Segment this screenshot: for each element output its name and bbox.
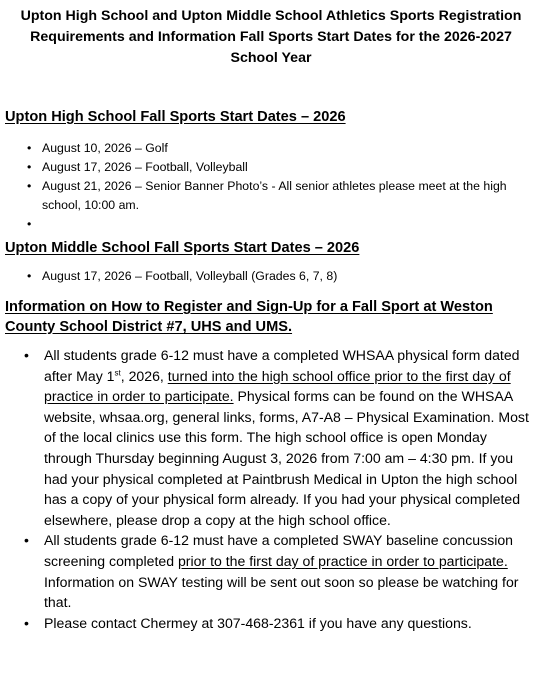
list-item: • August 21, 2026 – Senior Banner Photo’s - All senior athletes please meet at the high school, 10:00 am.	[27, 179, 507, 212]
ums-start-dates-list	[5, 267, 525, 286]
list-item: • August 17, 2026 – Football, Volleyball (Grades 6, 7, 8)	[5, 267, 525, 286]
list-item: • All students grade 6-12 must have a completed SWAY baseline concussion screening completed prior to the first day of practice in order to participate. Information on SWAY testing will be sent out soon so please be watching for that.	[24, 532, 519, 611]
list-item: • August 10, 2026 – Golf	[5, 139, 525, 158]
list-item	[5, 215, 525, 234]
info-heading: Information on How to Register and Sign-Up for a Fall Sport at Weston County School District #7, UHS and UMS.	[5, 299, 493, 335]
bullet: •	[24, 614, 29, 631]
list-item: • August 17, 2026 – Football, Volleyball	[5, 158, 525, 177]
ums-heading: Upton Middle School Fall Sports Start Dates – 2026	[5, 240, 360, 256]
list-item: • Please contact Chermey at 307-468-2361 if you have any questions.	[5, 613, 537, 634]
underlined-requirement: prior to the first day of practice in order to participate.	[177, 552, 508, 569]
bullet: •	[24, 347, 29, 363]
bullet: •	[27, 217, 32, 231]
bullet: •	[27, 269, 32, 283]
uhs-start-dates-list	[5, 139, 525, 234]
document-title: Upton High School and Upton Middle School Athletics Sports Registration Requirements and Information Fall Sports Start Dates for the 2026-2027 School Year	[20, 8, 522, 66]
bullet: •	[27, 179, 32, 193]
bullet: •	[27, 160, 32, 174]
uhs-heading: Upton High School Fall Sports Start Dates – 2026	[5, 109, 346, 125]
bullet: •	[27, 141, 32, 155]
bullet: •	[24, 532, 29, 549]
list-item: • All students grade 6-12 must have a completed WHSAA physical form dated after May 1st, 2026, turned into the high school office prior to the first day of practice in order to participate. Physical forms can be found on the WHSAA website, whsaa.org, general links, forms, A7-A8 – Physical Examination. Most of the local clinics use this form. The high school office is open Monday through Thursday beginning August 3, 2026 from 7:00 am – 4:30 pm. If you had your physical completed at Paintbrush Medical in Upton the high school has a copy of your physical form already. If you had your physical completed elsewhere, please drop a copy at the high school office.	[24, 347, 529, 528]
info-list	[5, 345, 537, 633]
underlined-requirement: turned into the high school office prior to the first day of practice in order to participate.	[44, 367, 511, 405]
